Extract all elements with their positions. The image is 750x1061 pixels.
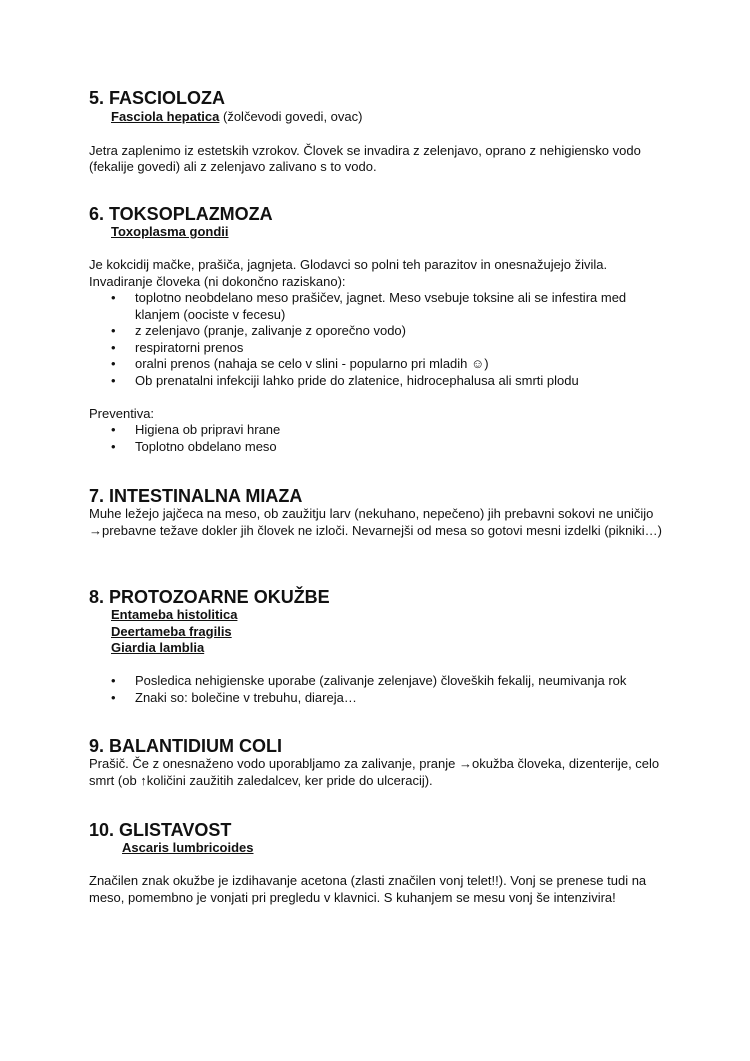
list-item: • Toplotno obdelano meso — [89, 439, 669, 456]
list-item: • respiratorni prenos — [89, 340, 669, 357]
bullet-list — [89, 290, 669, 389]
preventive-label: Preventiva: — [89, 405, 155, 421]
section-glistavost — [89, 820, 669, 906]
paragraph: Muhe ležejo jajčeca na meso, ob zaužitju larv (nekuhano, nepečeno) jih prebavni sokovi ne uničijo →prebavne težave dokler jih človek ne izloči. Nevarnejši od mesa so gotovi mesni izdelki (pikniki…) — [89, 506, 662, 538]
paragraph: Invadiranje človeka (ni dokončno raziskano): — [89, 273, 346, 289]
list-item: • Posledica nehigienske uporabe (zalivanje zelenjave) človeških fekalij, neumivanja rok — [89, 673, 669, 690]
paragraph: Prašič. Če z onesnaženo vodo uporabljamo za zalivanje, pranje →okužba človeka, dizenterije, celo smrt (ob ↑količini zaužitih zaledalcev, ker pride do ulceracij). — [89, 756, 660, 788]
list-item: • z zelenjavo (pranje, zalivanje z oporečno vodo) — [89, 323, 669, 340]
preventive-list — [89, 422, 669, 455]
list-item: • Higiena ob pripravi hrane — [89, 422, 669, 439]
species-name: Fasciola hepatica — [111, 109, 220, 124]
section-heading: 9. BALANTIDIUM COLI — [89, 736, 282, 756]
list-item: • Znaki so: bolečine v trebuhu, diareja… — [89, 690, 669, 707]
species-name: Toxoplasma gondii — [111, 224, 229, 239]
list-item: • toplotno neobdelano meso prašičev, jagnet. Meso vsebuje toksine ali se infestira med klanjem (oociste v fecesu) — [89, 290, 669, 323]
list-item: • Ob prenatalni infekciji lahko pride do zlatenice, hidrocephalusa ali smrti plodu — [89, 373, 669, 390]
section-heading: 8. PROTOZOARNE OKUŽBE — [89, 587, 330, 607]
species-name: Deertameba fragilis — [111, 623, 232, 639]
species-name: Entameba histolitica — [111, 607, 238, 622]
list-item: • oralni prenos (nahaja se celo v slini - popularno pri mladih ☺) — [89, 356, 669, 373]
paragraph: Jetra zaplenimo iz estetskih vzrokov. Človek se invadira z zelenjavo, oprano z nehigiensko vodo (fekalije govedi) ali z zelenjavo zalivano s to vodo. — [89, 142, 641, 174]
paragraph: Je kokcidij mačke, prašiča, jagnjeta. Glodavci so polni teh parazitov in onesnažujejo živila. — [89, 257, 608, 272]
bullet-list — [89, 673, 669, 706]
section-heading: 6. TOKSOPLAZMOZA — [89, 204, 273, 224]
section-heading: 5. FASCIOLOZA — [89, 88, 226, 108]
section-intestinalna-miaza — [89, 486, 669, 539]
section-balantidium-coli — [89, 736, 669, 789]
section-toksoplazmoza — [89, 204, 669, 455]
section-protozoarne-okuzbe — [89, 587, 669, 706]
species-name: Ascaris lumbricoides — [122, 840, 254, 855]
species-name: Giardia lamblia — [111, 640, 205, 655]
section-fascioloza — [89, 88, 669, 176]
section-heading: 7. INTESTINALNA MIAZA — [89, 486, 303, 506]
paragraph: Značilen znak okužbe je izdihavanje acetona (zlasti značilen vonj telet!!). Vonj se prenese tudi na meso, pomembno je vonjati pri pregledu v klavnici. S kuhanjem se mesu vonj še intenzivira! — [89, 873, 647, 905]
section-heading: 10. GLISTAVOST — [89, 820, 232, 840]
species-note: (žolčevodi govedi, ovac) — [219, 109, 363, 124]
